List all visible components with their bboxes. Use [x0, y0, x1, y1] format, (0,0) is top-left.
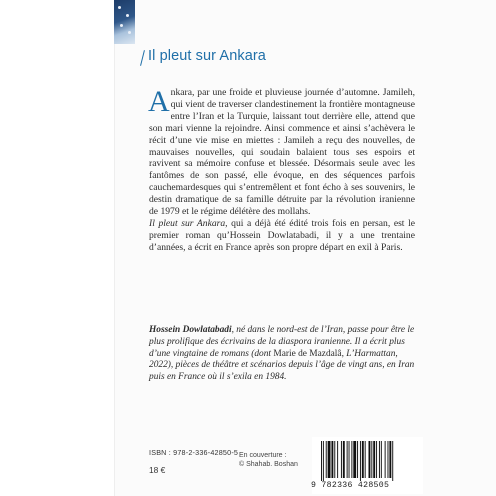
- drop-cap: A: [148, 85, 170, 118]
- barcode-bar: [360, 441, 361, 481]
- isbn: ISBN : 978-2-336-42850-5: [149, 448, 239, 457]
- cover-credit-author: © Shahab. Boshan: [239, 461, 298, 468]
- barcode-bar: [328, 441, 331, 478]
- author-bio: [149, 325, 415, 384]
- barcode-bar: [392, 441, 393, 481]
- barcode-bar: [321, 441, 322, 481]
- barcode-bar: [337, 441, 338, 478]
- barcode-bar: [371, 441, 372, 478]
- blurb-paragraph-1: [149, 87, 415, 218]
- barcode-number: 9 782336 428505: [311, 481, 390, 490]
- barcode-bar: [373, 441, 375, 478]
- barcode-bar: [334, 441, 335, 478]
- bio-text-2: , 2022), pièces de théâtre et scénarios depuis l’âge de vingt ans, en Iran puis en France où il s’exila en 1984.: [149, 348, 415, 383]
- barcode-bar: [343, 441, 345, 478]
- blurb-paragraph-2: [149, 218, 415, 254]
- cover-credit: [239, 451, 298, 469]
- barcode-bar: [381, 441, 382, 478]
- barcode-bar: [353, 441, 356, 478]
- bio-work-2: L’Harmattan: [346, 348, 396, 359]
- barcode-bar: [323, 441, 324, 481]
- blurb-text-2: , qui a déjà été édité trois fois en persan, est le premier roman qu’Hossein Dowlatabadi, il y a une trentaine d’années, a écrit en France après son propre départ en exil à Paris.: [149, 217, 415, 253]
- book-title: Il pleut sur Ankara: [148, 48, 266, 64]
- barcode-bar: [351, 441, 352, 478]
- barcode-bar: [362, 441, 364, 478]
- cover-image-strip: [114, 0, 135, 44]
- barcode-bar: [365, 441, 366, 478]
- barcode-bar: [379, 441, 380, 478]
- strip-decoration: [128, 31, 131, 34]
- barcode-bar: [376, 441, 377, 478]
- price: 18 €: [149, 465, 166, 475]
- barcode-bar: [385, 441, 386, 478]
- bio-sep: ,: [341, 348, 347, 359]
- strip-decoration: [126, 14, 129, 17]
- author-name: Hossein Dowlatabadi: [149, 325, 232, 335]
- barcode-bar: [388, 441, 389, 478]
- barcode-bar: [341, 441, 342, 478]
- barcode-bar: [389, 441, 391, 478]
- strip-decoration: [118, 6, 121, 9]
- barcode-bar: [347, 441, 348, 478]
- barcode-bar: [326, 441, 327, 478]
- barcode-bar: [331, 441, 333, 478]
- bio-text-1: , né dans le nord-est de l’Iran, passe pour être le plus prolifique des écrivains de la diaspora iranienne. Il a écrit plus d’une vingtaine de romans (dont: [149, 325, 415, 359]
- blurb-title-italic: Il pleut sur Ankara: [149, 217, 226, 229]
- barcode-bar: [357, 441, 358, 478]
- strip-decoration: [120, 24, 123, 27]
- blurb-text-1: nkara, par une froide et pluvieuse journée d’automne. Jamileh, qui vient de traverser clandestinement la frontière montagneuse entre l’Iran et la Turquie, laissant tout derrière elle, attend que son mari vienne la rejoindre. Ainsi commence et ainsi s’achèvera le récit d’une vie mise en miettes : Jamileh a reçu des nouvelles, de mauvaises nouvelles, qui soudain balaient tous ses espoirs et ravivent sa mémoire confuse et blessée. Désormais seule avec les fantômes de son passé, elle évoque, en des séquences parfois cauchemardesques qui s’entremêlent et font écho à ses souvenirs, le destin dramatique de sa famille détruite par la révolution iranienne de 1979 et le régime délétère des mollahs.: [149, 87, 415, 218]
- cover-credit-label: En couverture :: [239, 452, 287, 459]
- barcode-bar: [349, 441, 350, 478]
- barcode-bar: [369, 441, 371, 478]
- bio-work-1: Marie de Mazdalâ: [273, 348, 342, 359]
- barcode-icon: [321, 441, 417, 481]
- blurb: [149, 87, 415, 254]
